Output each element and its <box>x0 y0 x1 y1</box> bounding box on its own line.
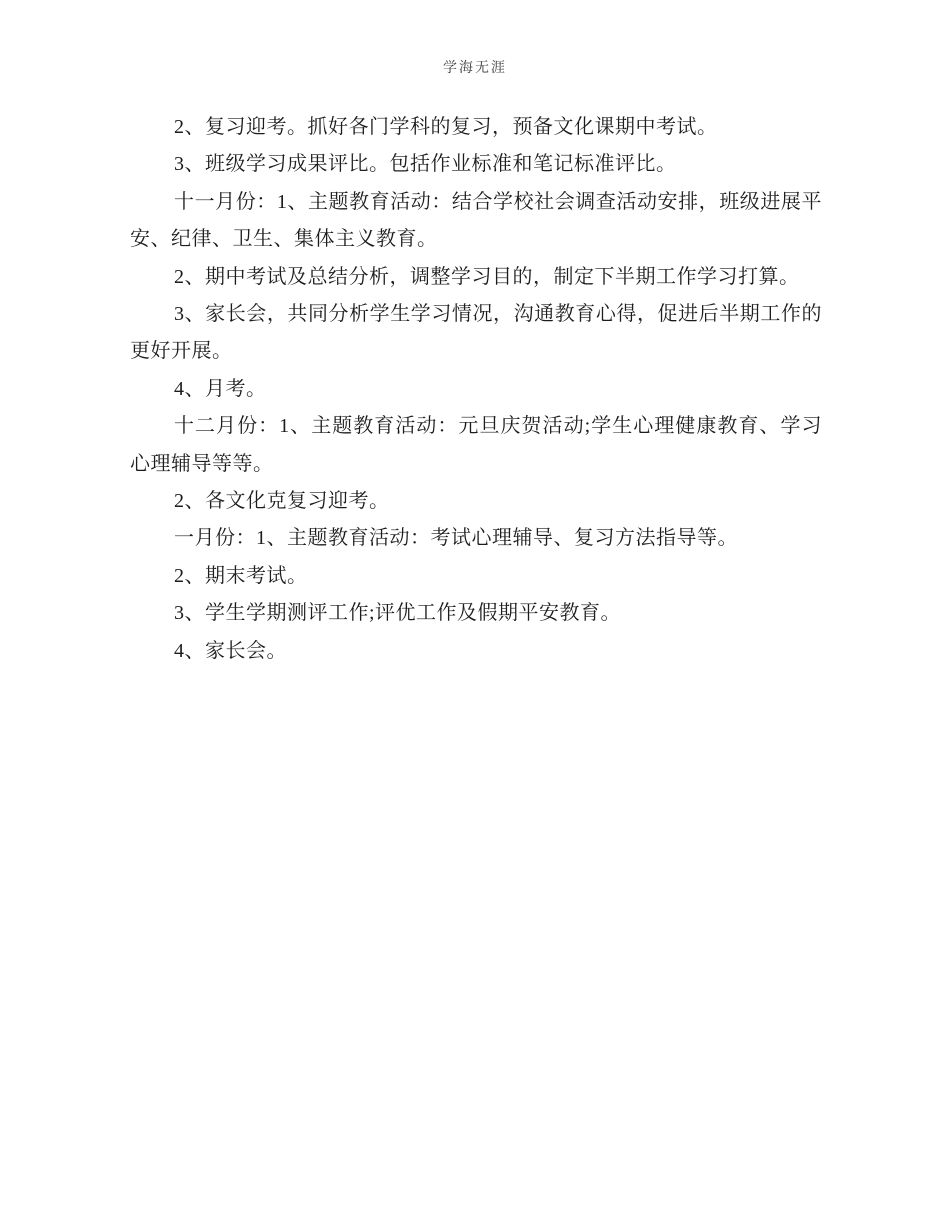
paragraph: 2、各文化克复习迎考。 <box>174 490 390 513</box>
paragraph: 2、期中考试及总结分析，调整学习目的，制定下半期工作学习打算。 <box>174 265 800 288</box>
paragraph: 2、复习迎考。抓好各门学科的复习，预备文化课期中考试。 <box>174 116 718 138</box>
paragraph: 3、家长会，共同分析学生学习情况，沟通教育心得，促进后半期工作的更好开展。 <box>130 303 822 363</box>
paragraph: 4、月考。 <box>174 377 267 400</box>
paragraph: 一月份：1、主题教育活动：考试心理辅导、复习方法指导等。 <box>174 527 738 550</box>
paragraph: 4、家长会。 <box>174 639 287 662</box>
paragraph: 十一月份：1、主题教育活动：结合学校社会调查活动安排，班级进展平安、纪律、卫生、集体主义教育。 <box>130 190 822 251</box>
paragraph: 3、班级学习成果评比。包括作业标准和笔记标准评比。 <box>174 153 677 176</box>
paragraph: 十二月份：1、主题教育活动：元旦庆贺活动;学生心理健康教育、学习心理辅导等等。 <box>130 415 822 475</box>
page-header-watermark: 学海无涯 <box>443 61 507 76</box>
paragraph: 3、学生学期测评工作;评优工作及假期平安教育。 <box>174 602 622 625</box>
document-body <box>130 109 822 670</box>
paragraph: 2、期末考试。 <box>174 564 308 587</box>
